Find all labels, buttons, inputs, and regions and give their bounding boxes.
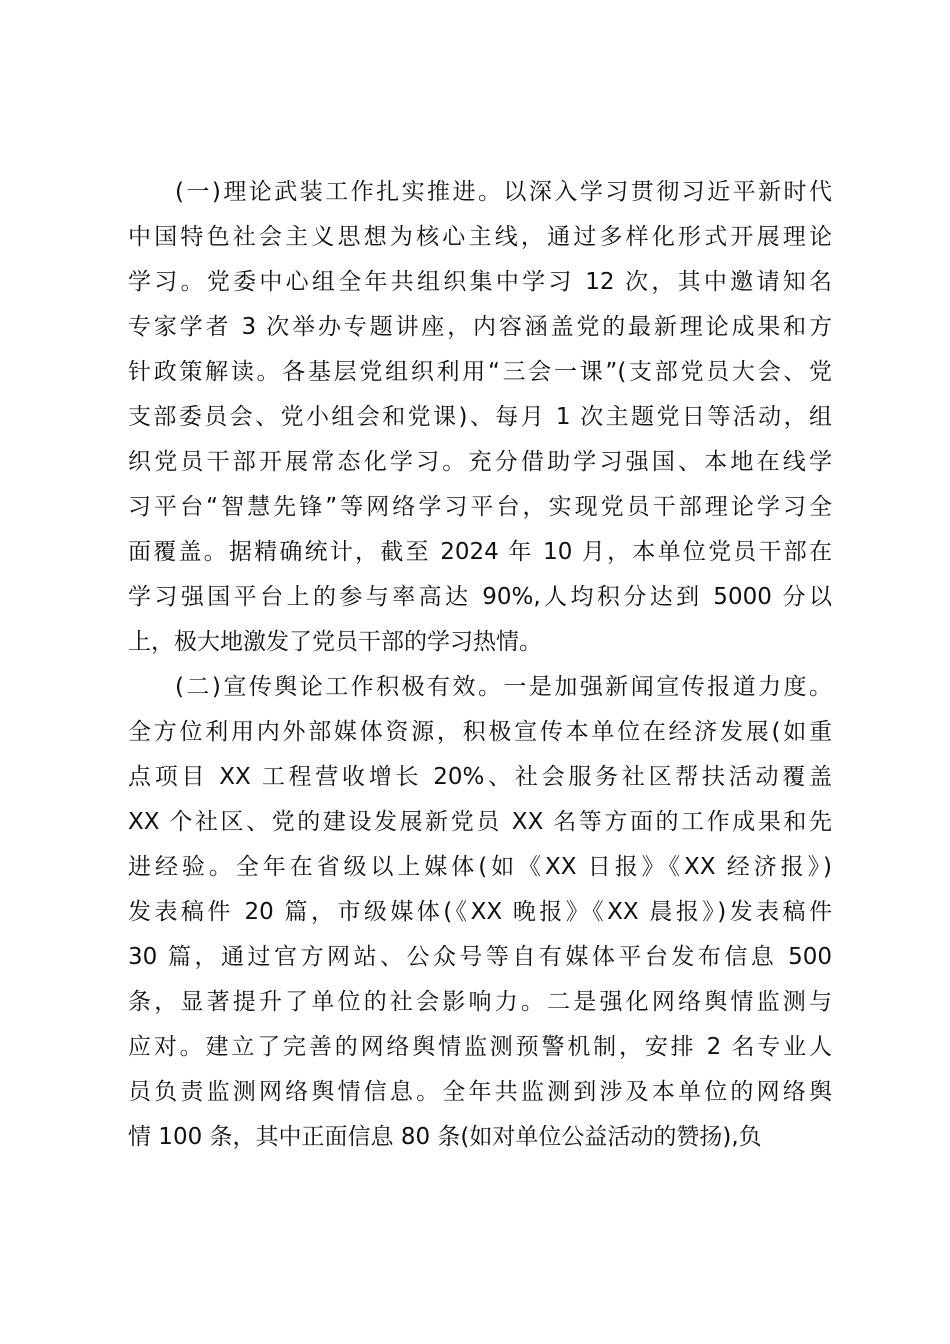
text-line: 中国特色社会主义思想为核心主线，通过多样化形式开展理论 (128, 224, 832, 250)
text-line: 专家学者 3 次举办专题讲座，内容涵盖党的最新理论成果和方 (128, 314, 832, 340)
text-line: 员负责监测网络舆情信息。全年共监测到涉及本单位的网络舆 (128, 1079, 832, 1105)
text-line: 织党员干部开展常态化学习。充分借助学习强国、本地在线学 (128, 449, 832, 475)
text-line: (一)理论武装工作扎实推进。以深入学习贯彻习近平新时代 (175, 179, 832, 205)
text-line: 全方位利用内外部媒体资源，积极宣传本单位在经济发展(如重 (128, 719, 832, 745)
document-body (128, 170, 832, 1160)
text-line: 条，显著提升了单位的社会影响力。二是强化网络舆情监测与 (128, 989, 832, 1015)
text-line: 30 篇，通过官方网站、公众号等自有媒体平台发布信息 500 (128, 944, 832, 970)
text-line: 学习强国平台上的参与率高达 90%,人均积分达到 5000 分以 (128, 584, 832, 610)
text-line: 情 100 条，其中正面信息 80 条(如对单位公益活动的赞扬),负 (128, 1124, 762, 1150)
text-line: 面覆盖。据精确统计，截至 2024 年 10 月，本单位党员干部在 (128, 539, 832, 565)
text-line: 发表稿件 20 篇，市级媒体(《XX 晚报》《XX 晨报》)发表稿件 (128, 899, 832, 925)
text-line: 习平台“智慧先锋”等网络学习平台，实现党员干部理论学习全 (128, 494, 832, 520)
text-line: 应对。建立了完善的网络舆情监测预警机制，安排 2 名专业人 (128, 1034, 832, 1060)
text-line: 学习。党委中心组全年共组织集中学习 12 次，其中邀请知名 (128, 269, 832, 295)
text-line: XX 个社区、党的建设发展新党员 XX 名等方面的工作成果和先 (128, 809, 832, 835)
text-line: (二)宣传舆论工作积极有效。一是加强新闻宣传报道力度。 (175, 674, 832, 700)
text-line: 针政策解读。各基层党组织利用“三会一课”(支部党员大会、党 (128, 359, 832, 385)
text-line: 支部委员会、党小组会和党课)、每月 1 次主题党日等活动，组 (128, 404, 832, 430)
paragraph-publicity-work (128, 665, 832, 1160)
paragraph-theory-work (128, 170, 832, 665)
text-line: 上，极大地激发了党员干部的学习热情。 (128, 629, 542, 655)
text-line: 进经验。全年在省级以上媒体(如《XX 日报》《XX 经济报》) (128, 854, 833, 880)
text-line: 点项目 XX 工程营收增长 20%、社会服务社区帮扶活动覆盖 (128, 764, 832, 790)
